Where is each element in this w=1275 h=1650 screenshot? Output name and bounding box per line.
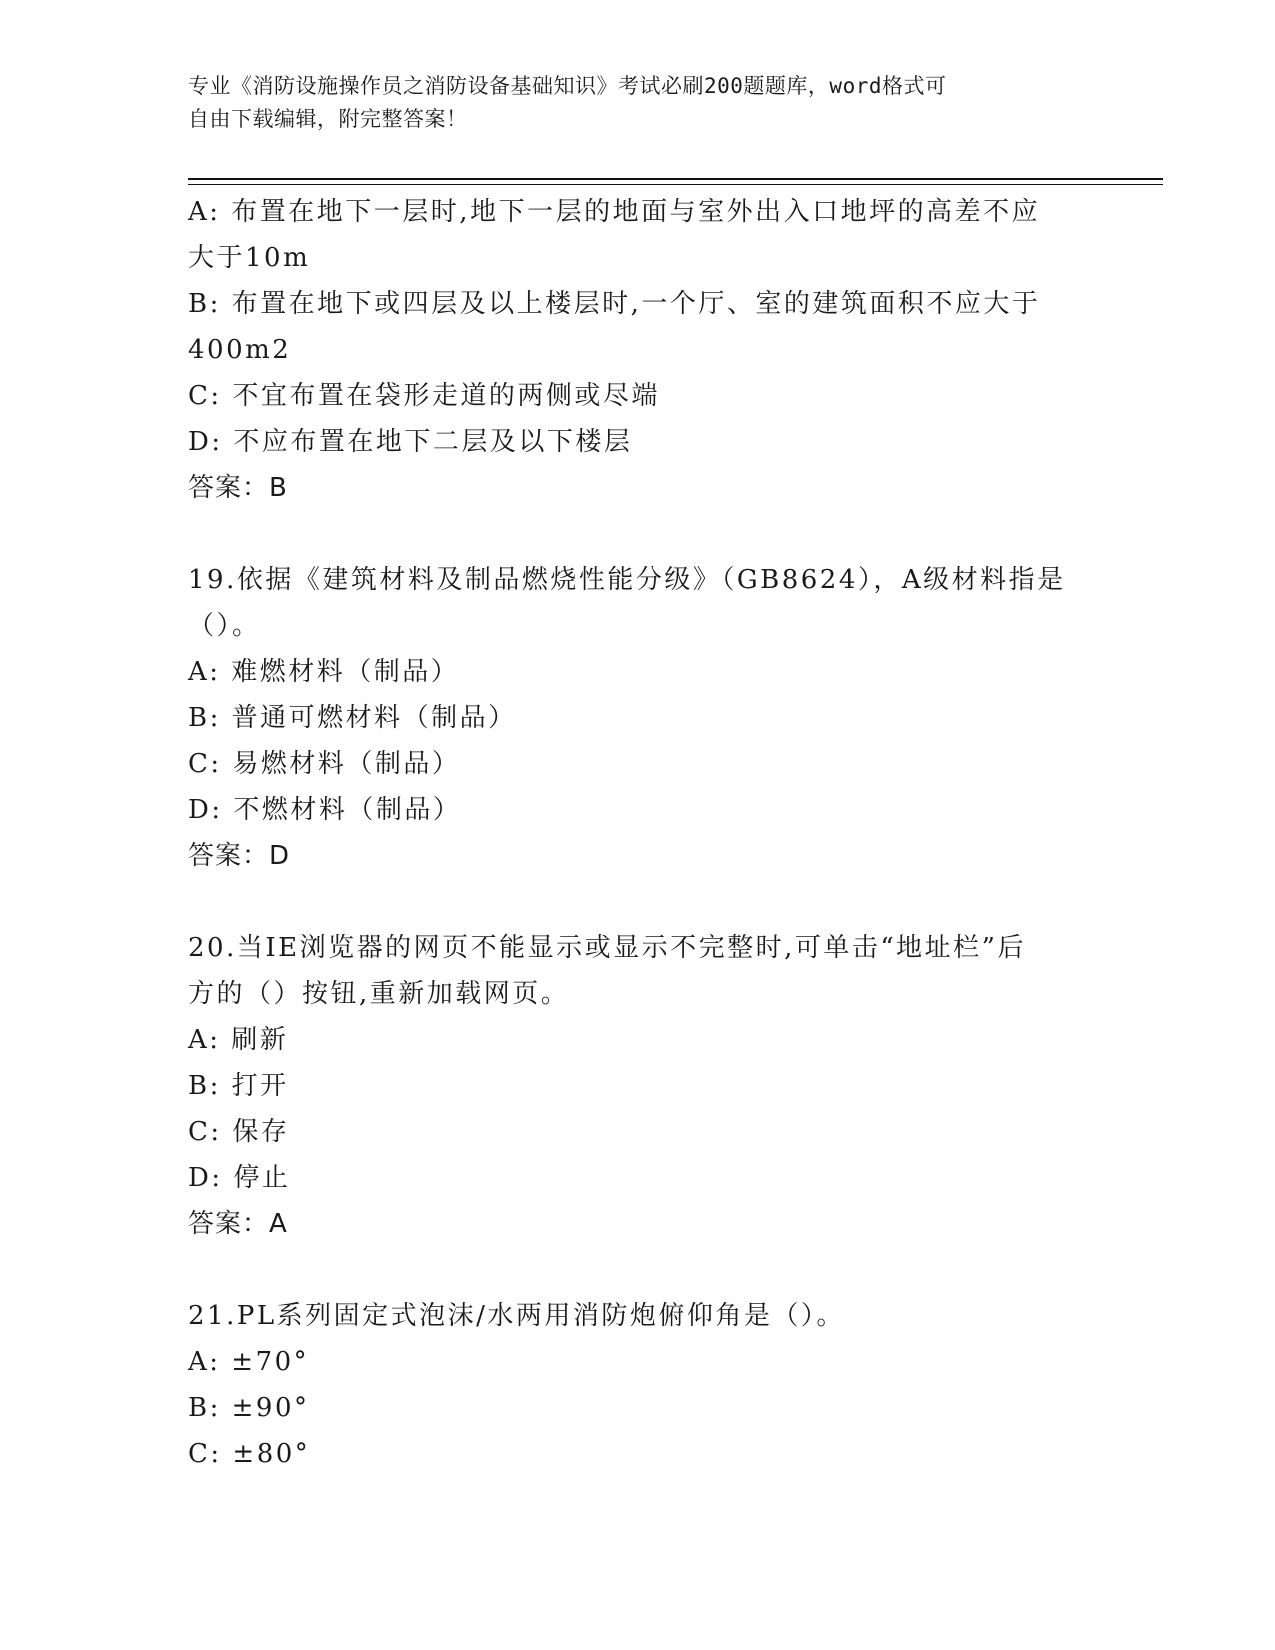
q19-answer: 答案：D [188, 841, 291, 871]
document-header [188, 70, 1088, 136]
spacer [188, 511, 1088, 557]
question-19-block [188, 557, 1088, 879]
q20-option-a: A: 刷新 [188, 1025, 289, 1055]
question-20-block [188, 925, 1088, 1247]
q20-option-b: B: 打开 [188, 1071, 289, 1101]
q18-option-a-line1: A: 布置在地下一层时,地下一层的地面与室外出入口地坪的高差不应 [188, 197, 1041, 227]
q19-option-b: B: 普通可燃材料（制品） [188, 703, 517, 733]
q18-option-b-line1: B: 布置在地下或四层及以上楼层时,一个厅、室的建筑面积不应大于 [188, 289, 1041, 319]
q20-question-line1: 20.当IE浏览器的网页不能显示或显示不完整时,可单击“地址栏”后 [188, 933, 1026, 963]
q20-option-d: D: 停止 [188, 1163, 291, 1193]
q18-option-b-line2: 400m2 [188, 335, 292, 365]
q20-answer: 答案：A [188, 1209, 288, 1239]
q20-question-line2: 方的（）按钮,重新加载网页。 [188, 979, 570, 1009]
q18-option-c: C: 不宜布置在袋形走道的两侧或尽端 [188, 381, 660, 411]
header-divider-thick [188, 178, 1163, 180]
spacer [188, 879, 1088, 925]
q18-option-a-line2: 大于10m [188, 243, 311, 273]
q21-option-a: A: ±70° [188, 1347, 310, 1377]
header-line-2: 自由下载编辑，附完整答案！ [188, 107, 468, 131]
q19-option-a: A: 难燃材料（制品） [188, 657, 460, 687]
question-18-block [188, 189, 1088, 511]
q18-answer: 答案：B [188, 473, 288, 503]
header-divider-thin [188, 184, 1163, 185]
q20-option-c: C: 保存 [188, 1117, 290, 1147]
q19-question-line2: （）。 [188, 611, 261, 641]
q19-question-line1: 19.依据《建筑材料及制品燃烧性能分级》（GB8624），A级材料指是 [188, 565, 1066, 595]
question-21-block [188, 1293, 1088, 1477]
q18-option-d: D: 不应布置在地下二层及以下楼层 [188, 427, 633, 457]
header-line-1: 专业《消防设施操作员之消防设备基础知识》考试必刷200题题库，word格式可 [188, 74, 947, 98]
q19-option-d: D: 不燃材料（制品） [188, 795, 462, 825]
spacer [188, 1247, 1088, 1293]
q21-option-c: C: ±80° [188, 1439, 311, 1469]
question-content [188, 189, 1088, 1477]
q21-option-b: B: ±90° [188, 1393, 310, 1423]
q21-question-line1: 21.PL系列固定式泡沫/水两用消防炮俯仰角是（）。 [188, 1301, 845, 1331]
q19-option-c: C: 易燃材料（制品） [188, 749, 461, 779]
